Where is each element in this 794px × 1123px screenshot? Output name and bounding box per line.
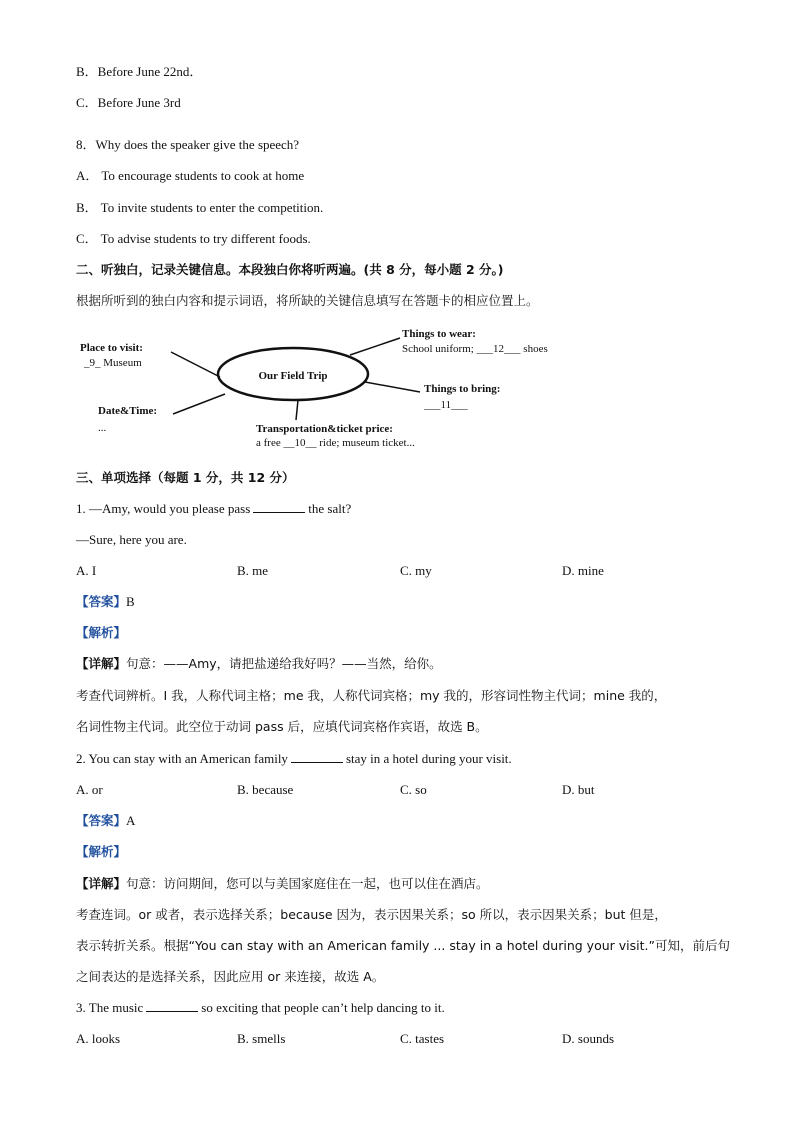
q2-option-c: C. so [400,782,427,797]
q7-option-c: C．Before June 3rd [76,95,181,110]
q2-detail-tag: 【详解】 [76,876,127,891]
wear-value: School uniform; ___12___ shoes [402,343,548,355]
q2-explain-1: 考查连词。or 或者，表示选择关系；because 因为，表示因果关系；so 所以，表示因果关系；but 但是， [76,907,667,922]
field-trip-mindmap [78,322,558,452]
q3-stem-post: so exciting that people can’t help dancing to it. [201,1000,445,1015]
q2-detail-text: 句意：访问期间，您可以与美国家庭住在一起，也可以住在酒店。 [126,876,489,891]
q2-option-a: A. or [76,782,103,797]
place-label: Place to visit: [80,342,143,354]
q2-answer [76,813,135,829]
q8-option-c: C． To advise students to try different foods. [76,231,311,246]
q8-option-a: A． To encourage students to cook at home [76,168,305,183]
q1-blank [253,501,305,513]
section3-heading: 三、单项选择（每题 1 分，共 12 分） [76,470,295,485]
q3-stem-pre: 3. The music [76,1000,144,1015]
q8-stem: 8．Why does the speaker give the speech? [76,137,300,152]
q2-option-b: B. because [237,782,294,797]
q2-answer-value: A [126,813,136,828]
q1-detail-text: 句意：——Amy，请把盐递给我好吗？——当然，给你。 [126,656,442,671]
bring-label: Things to bring: [424,383,501,395]
q2-stem [76,751,512,767]
q1-answer [76,594,135,610]
q3-blank [146,1000,198,1012]
q3-option-b: B. smells [237,1031,286,1046]
bring-value: ___11___ [424,399,468,411]
transport-value: a free __10__ ride; museum ticket... [256,437,415,449]
q2-explain-2: 表示转折关系。根据“You can stay with an American family ... stay in a hotel during your visit.”可知，前后句 [76,938,730,953]
q1-stem-post: the salt? [308,501,352,516]
q1-option-c: C. my [400,563,432,578]
q1-explain-1: 考查代词辨析。I 我，人称代词主格；me 我，人称代词宾格；my 我的，形容词性物主代词；mine 我的， [76,688,667,703]
q2-analysis-tag: 【解析】 [76,844,127,859]
q1-stem-pre: 1. —Amy, would you please pass [76,501,251,516]
q8-option-b: B． To invite students to enter the competition. [76,200,324,215]
q1-stem [76,501,351,517]
q2-detail [76,876,489,892]
q7-option-b: B．Before June 22nd． [76,64,203,79]
q3-option-c: C. tastes [400,1031,445,1046]
q2-blank [291,751,343,763]
q1-answer-tag: 【答案】 [76,594,127,609]
q2-option-d: D. but [562,782,595,797]
q1-option-a: A. I [76,563,97,578]
wear-label: Things to wear: [402,328,476,340]
q1-option-d: D. mine [562,563,604,578]
q1-option-b: B. me [237,563,269,578]
q2-explain-3: 之间表达的是选择关系，因此应用 or 来连接，故选 A。 [76,969,385,984]
q2-answer-tag: 【答案】 [76,813,127,828]
q2-stem-post: stay in a hotel during your visit. [345,751,512,766]
q1-explain-2: 名词性物主代词。此空位于动词 pass 后，应填代词宾格作宾语，故选 B。 [76,719,488,734]
q1-answer-value: B [126,594,135,609]
q1-analysis-tag: 【解析】 [76,625,127,640]
q3-stem [76,1000,445,1016]
place-value: _9_ Museum [84,357,142,369]
q1-detail-tag: 【详解】 [76,656,127,671]
q1-detail [76,656,442,672]
q1-line2: —Sure, here you are. [76,532,187,547]
q3-option-a: A. looks [76,1031,121,1046]
transport-label: Transportation&ticket price: [256,423,393,435]
q3-option-d: D. sounds [562,1031,615,1046]
date-label: Date&Time: [98,405,158,417]
section2-heading: 二、听独白，记录关键信息。本段独白你将听两遍。(共 8 分，每小题 2 分。) [76,262,504,277]
date-value: ... [98,422,107,434]
q2-stem-pre: 2. You can stay with an American family [76,751,288,766]
diagram-center-label: Our Field Trip [258,370,328,382]
section2-instruction: 根据所听到的独白内容和提示词语，将所缺的关键信息填写在答题卡的相应位置上。 [76,293,539,308]
